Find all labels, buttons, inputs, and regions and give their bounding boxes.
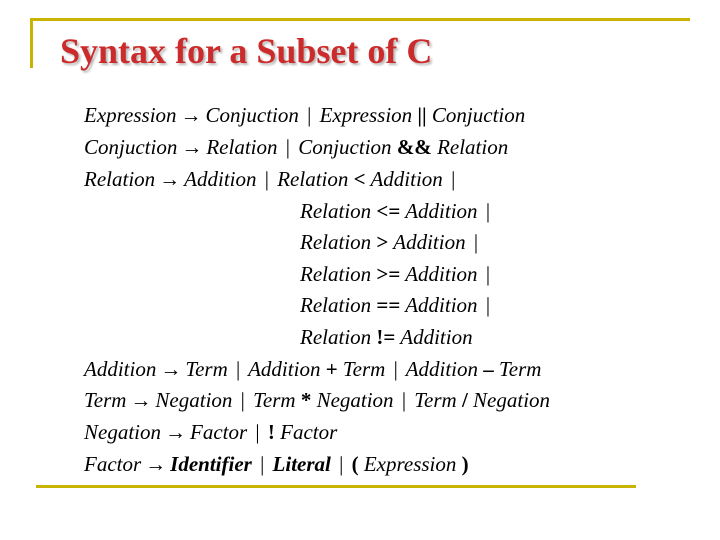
operator: * — [300, 388, 312, 412]
operator: ) — [461, 452, 469, 476]
operator: ( — [351, 452, 359, 476]
nonterminal: Conjuction — [298, 135, 392, 159]
alternative-separator: | — [485, 199, 491, 223]
nonterminal: Negation — [473, 388, 551, 412]
nonterminal: Relation — [277, 167, 349, 191]
operator: != — [376, 325, 396, 349]
operator: >= — [376, 262, 401, 286]
grammar-line-factor — [84, 449, 469, 479]
arrow-icon: → — [160, 357, 182, 381]
nonterminal: Expression — [84, 103, 177, 127]
nonterminal: Negation — [316, 388, 394, 412]
arrow-icon: → — [165, 420, 186, 444]
alternative-separator: | — [240, 388, 245, 412]
operator: == — [376, 293, 401, 317]
nonterminal: Conjuction — [84, 135, 178, 159]
alternative-separator: | — [260, 452, 265, 476]
nonterminal: Addition — [248, 357, 321, 381]
terminal: Literal — [272, 452, 331, 476]
bottom-rule — [36, 485, 636, 488]
nonterminal: Term — [185, 357, 228, 381]
arrow-icon: → — [159, 167, 181, 191]
nonterminal: Negation — [155, 388, 233, 412]
grammar-line-expression — [84, 100, 525, 130]
arrow-icon: → — [145, 452, 167, 476]
nonterminal: Relation — [300, 230, 372, 254]
nonterminal: Relation — [206, 135, 278, 159]
nonterminal: Addition — [405, 293, 478, 317]
nonterminal: Addition — [405, 262, 478, 286]
arrow-icon: → — [130, 388, 152, 412]
alternative-separator: | — [285, 135, 290, 159]
alternative-separator: | — [393, 357, 398, 381]
grammar-line-negation — [84, 417, 337, 447]
nonterminal: Term — [499, 357, 542, 381]
alternative-separator: | — [339, 452, 344, 476]
nonterminal: Factor — [84, 452, 142, 476]
alternative-separator: | — [473, 230, 479, 254]
nonterminal: Term — [253, 388, 296, 412]
operator: + — [325, 357, 338, 381]
left-rule — [30, 18, 33, 68]
arrow-icon: → — [180, 103, 202, 127]
grammar-line-term — [84, 385, 550, 415]
nonterminal: Expression — [319, 103, 413, 127]
nonterminal: Relation — [300, 325, 372, 349]
nonterminal: Addition — [400, 325, 473, 349]
nonterminal: Relation — [300, 199, 372, 223]
grammar-line-relation — [84, 164, 458, 194]
nonterminal: Factor — [280, 420, 338, 444]
nonterminal: Addition — [405, 199, 478, 223]
top-rule — [30, 18, 690, 21]
alternative-separator: | — [451, 167, 456, 191]
alternative-separator: | — [485, 293, 491, 317]
nonterminal: Negation — [84, 420, 161, 444]
nonterminal: Addition — [393, 230, 466, 254]
operator: || — [417, 103, 427, 127]
nonterminal: Addition — [405, 357, 479, 381]
operator: – — [483, 357, 494, 381]
nonterminal: Relation — [300, 262, 372, 286]
nonterminal: Relation — [437, 135, 509, 159]
grammar-line-relation-cont — [300, 196, 493, 226]
nonterminal: Factor — [190, 420, 248, 444]
nonterminal: Conjuction — [431, 103, 526, 127]
slide-title: Syntax for a Subset of C — [60, 31, 433, 71]
nonterminal: Term — [84, 388, 127, 412]
nonterminal: Conjuction — [205, 103, 299, 127]
grammar-line-relation-cont — [300, 322, 473, 352]
alternative-separator: | — [264, 167, 269, 191]
grammar-line-addition — [84, 354, 541, 384]
operator: / — [461, 388, 468, 412]
grammar-line-relation-cont — [300, 227, 481, 257]
operator: <= — [376, 199, 401, 223]
grammar-line-conjuction — [84, 132, 508, 162]
nonterminal: Term — [414, 388, 457, 412]
terminal: Identifier — [170, 452, 252, 476]
nonterminal: Addition — [370, 167, 443, 191]
alternative-separator: | — [307, 103, 312, 127]
nonterminal: Expression — [363, 452, 457, 476]
nonterminal: Relation — [84, 167, 156, 191]
alternative-separator: | — [236, 357, 241, 381]
arrow-icon: → — [181, 135, 203, 159]
alternative-separator: | — [255, 420, 260, 444]
nonterminal: Addition — [84, 357, 157, 381]
nonterminal: Addition — [184, 167, 257, 191]
nonterminal: Term — [342, 357, 386, 381]
operator: < — [353, 167, 366, 191]
alternative-separator: | — [485, 262, 491, 286]
alternative-separator: | — [401, 388, 407, 412]
operator: && — [396, 135, 432, 159]
nonterminal: Relation — [300, 293, 372, 317]
grammar-line-relation-cont — [300, 290, 493, 320]
operator: > — [376, 230, 389, 254]
operator: ! — [267, 420, 275, 444]
grammar-line-relation-cont — [300, 259, 493, 289]
